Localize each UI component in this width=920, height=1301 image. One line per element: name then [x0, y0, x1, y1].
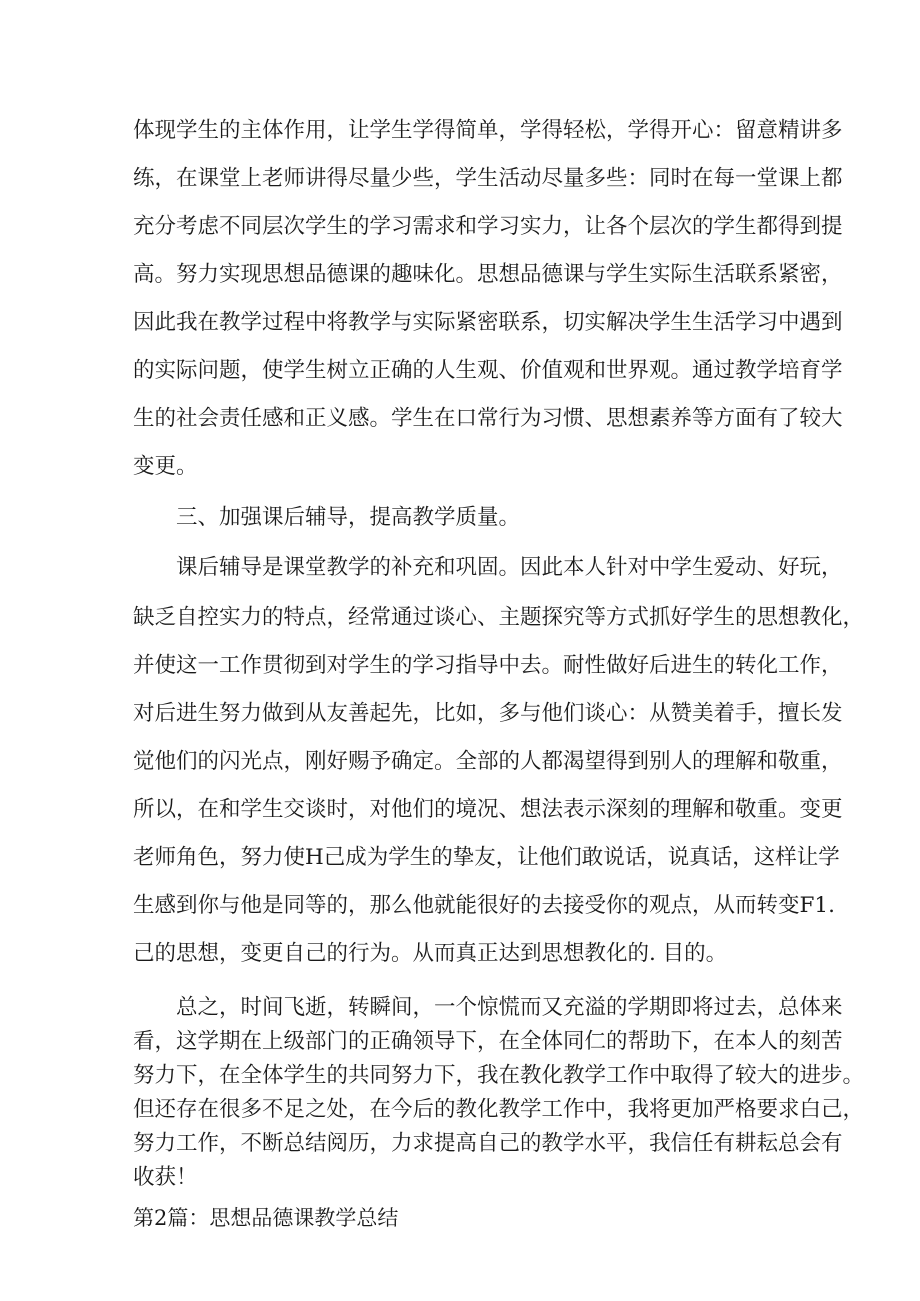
text-line: 变更。 [133, 454, 198, 479]
text-line: 生感到你与他是同等的，那么他就能很好的去接受你的观点，从而转变F1. [133, 893, 835, 918]
text-line: 但还存在很多不足之处，在今后的教化教学工作中，我将更加严格要求白己， [133, 1097, 865, 1122]
text-line: 课后辅导是课堂教学的补充和巩固。因此本人针对中学生爱动、好玩， [176, 555, 843, 580]
text-line: 努力工作，不断总结阅历，力求提高自己的教学水平，我信任有耕耘总会有 [133, 1131, 843, 1156]
text-line: 对后进生努力做到从友善起先，比如，多与他们谈心：从赞美着手，擅长发 [133, 701, 843, 726]
text-line: 生的社会责任感和正义感。学生在口常行为习惯、思想素养等方面有了较大 [133, 406, 843, 431]
text-line: 充分考虑不同层次学生的学习需求和学习实力，让各个层次的学生都得到提 [133, 214, 843, 239]
text-line: 收获！ [133, 1165, 198, 1190]
text-line: 看，这学期在上级部门的正确领导下，在全体同仁的帮助下，在本人的刻苦 [133, 1029, 843, 1054]
text-line: 的实际问题，使学生树立正确的人生观、价值观和世界观。通过教学培育学 [133, 358, 843, 383]
text-line: 努力下，在全体学生的共同努力下，我在教化教学工作中取得了较大的进步。 [133, 1063, 865, 1088]
text-line: 高。努力实现思想品德课的趣味化。思想品德课与学生实际生活联系紧密， [133, 262, 843, 287]
text-line: 己的思想，变更自己的行为。从而真正达到思想教化的. 目的。 [133, 941, 728, 966]
section-title: 第2篇：思想品德课教学总结 [133, 1206, 399, 1230]
text-line: 总之，时间飞逝，转瞬间，一个惊慌而又充溢的学期即将过去，总体来 [176, 995, 843, 1020]
text-line: 觉他们的闪光点，刚好赐予确定。全部的人都渴望得到别人的理解和敬重， [133, 749, 843, 774]
text-line: 老师角色，努力使H己成为学生的挚友，让他们敢说话，说真话，这样让学 [133, 845, 840, 870]
text-line: 缺乏自控实力的特点，经常通过谈心、主题探究等方式抓好学生的思想教化， [133, 605, 865, 630]
text-line: 体现学生的主体作用，让学生学得简单，学得轻松，学得开心：留意精讲多 [133, 118, 843, 143]
text-line: 并使这一工作贯彻到对学生的学习指导中去。耐性做好后进生的转化工作， [133, 653, 843, 678]
section-heading: 三、加强课后辅导，提高教学质量。 [176, 505, 521, 530]
text-line: 因此我在教学过程中将教学与实际紧密联系，切实解决学生生活学习中遇到 [133, 310, 843, 335]
text-line: 练，在课堂上老师讲得尽量少些，学生活动尽量多些：同时在每一堂课上都 [133, 166, 843, 191]
text-line: 所以，在和学生交谈时，对他们的境况、想法表示深刻的理解和敬重。变更 [133, 797, 843, 822]
